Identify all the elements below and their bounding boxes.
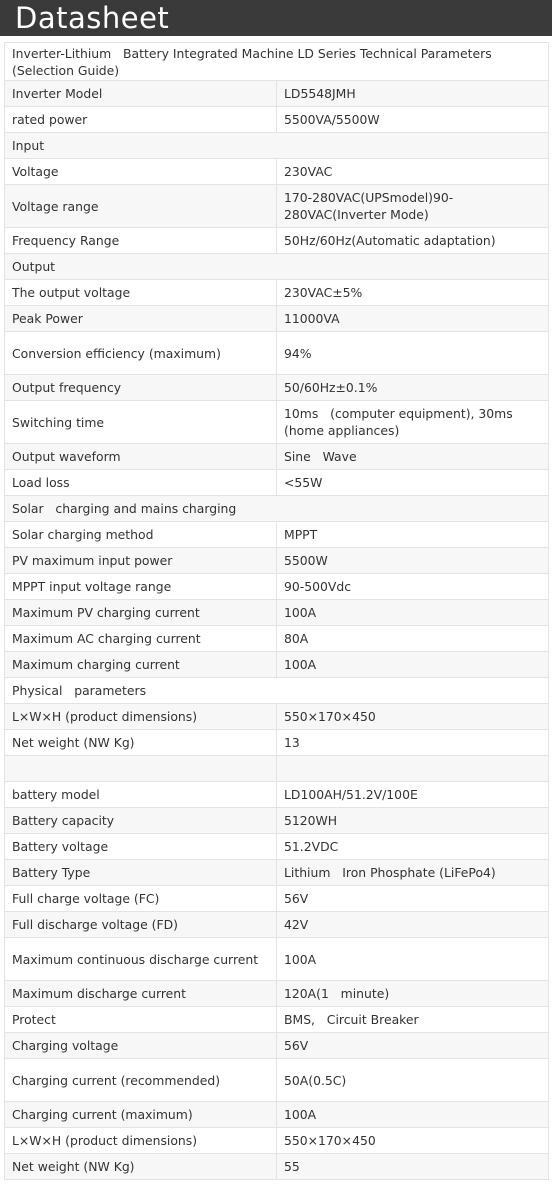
spec-value: 100A	[277, 600, 549, 626]
table-row	[5, 548, 549, 574]
spec-label: Net weight (NW Kg)	[5, 730, 277, 756]
table-row	[5, 1128, 549, 1154]
page-title: Datasheet	[0, 0, 552, 36]
spec-label: Charging current (maximum)	[5, 1102, 277, 1128]
table-row	[5, 332, 549, 375]
spec-value: 100A	[277, 938, 549, 981]
table-row	[5, 470, 549, 496]
spec-value: 11000VA	[277, 306, 549, 332]
table-row	[5, 159, 549, 185]
spec-value: 100A	[277, 1102, 549, 1128]
specs-table-body	[5, 43, 549, 1180]
table-row	[5, 730, 549, 756]
datasheet-container	[0, 36, 552, 1180]
table-row	[5, 375, 549, 401]
spec-value: 120A(1 minute)	[277, 981, 549, 1007]
table-row	[5, 185, 549, 228]
section-row	[5, 496, 549, 522]
table-row	[5, 1102, 549, 1128]
table-row	[5, 782, 549, 808]
table-row	[5, 43, 549, 81]
spec-value: 5500VA/5500W	[277, 107, 549, 133]
spec-label: battery model	[5, 782, 277, 808]
spec-value: LD100AH/51.2V/100E	[277, 782, 549, 808]
table-row	[5, 228, 549, 254]
spec-label: Output frequency	[5, 375, 277, 401]
table-row	[5, 912, 549, 938]
spec-label: L×W×H (product dimensions)	[5, 1128, 277, 1154]
spec-label: The output voltage	[5, 280, 277, 306]
table-row	[5, 574, 549, 600]
table-row	[5, 834, 549, 860]
spec-label: Maximum AC charging current	[5, 626, 277, 652]
table-row	[5, 444, 549, 470]
spec-value: 100A	[277, 652, 549, 678]
section-row	[5, 254, 549, 280]
spec-value: 230VAC	[277, 159, 549, 185]
section-heading: Physical parameters	[5, 678, 549, 704]
spec-label: Load loss	[5, 470, 277, 496]
spec-value: 10ms (computer equipment), 30ms (home appliances)	[277, 401, 549, 444]
spec-label: Charging voltage	[5, 1033, 277, 1059]
spec-label: L×W×H (product dimensions)	[5, 704, 277, 730]
section-heading: Solar charging and mains charging	[5, 496, 549, 522]
table-row	[5, 1059, 549, 1102]
table-row	[5, 981, 549, 1007]
spec-value: MPPT	[277, 522, 549, 548]
spec-value: 50/60Hz±0.1%	[277, 375, 549, 401]
table-row	[5, 401, 549, 444]
spec-value: 55	[277, 1154, 549, 1180]
spec-label: Maximum PV charging current	[5, 600, 277, 626]
spec-value: 5120WH	[277, 808, 549, 834]
table-row	[5, 704, 549, 730]
spec-label	[5, 756, 277, 782]
spec-value: 550×170×450	[277, 1128, 549, 1154]
section-heading: Input	[5, 133, 549, 159]
table-row	[5, 652, 549, 678]
spec-value: 230VAC±5%	[277, 280, 549, 306]
spec-value: BMS, Circuit Breaker	[277, 1007, 549, 1033]
table-row	[5, 860, 549, 886]
table-row	[5, 1154, 549, 1180]
table-row	[5, 886, 549, 912]
table-row	[5, 81, 549, 107]
spec-label: Voltage	[5, 159, 277, 185]
spec-value: Lithium Iron Phosphate (LiFePo4)	[277, 860, 549, 886]
spec-value: 51.2VDC	[277, 834, 549, 860]
table-row	[5, 808, 549, 834]
spec-label: Peak Power	[5, 306, 277, 332]
spec-label: Voltage range	[5, 185, 277, 228]
spec-label: Solar charging method	[5, 522, 277, 548]
spec-label: Conversion efficiency (maximum)	[5, 332, 277, 375]
section-row	[5, 678, 549, 704]
section-row	[5, 133, 549, 159]
spec-value: Sine Wave	[277, 444, 549, 470]
spec-label: Switching time	[5, 401, 277, 444]
spec-label: Output waveform	[5, 444, 277, 470]
spec-value: <55W	[277, 470, 549, 496]
spec-label: Full charge voltage (FC)	[5, 886, 277, 912]
spec-label: Maximum discharge current	[5, 981, 277, 1007]
spec-value: 550×170×450	[277, 704, 549, 730]
spec-value: 56V	[277, 1033, 549, 1059]
spec-value: 50A(0.5C)	[277, 1059, 549, 1102]
spec-label: Full discharge voltage (FD)	[5, 912, 277, 938]
spec-label: Battery voltage	[5, 834, 277, 860]
spec-label: Battery Type	[5, 860, 277, 886]
spec-label: Charging current (recommended)	[5, 1059, 277, 1102]
spec-label: Inverter Model	[5, 81, 277, 107]
spec-label: Protect	[5, 1007, 277, 1033]
spec-value: 170-280VAC(UPSmodel)90-280VAC(Inverter Mode)	[277, 185, 549, 228]
spec-value: 5500W	[277, 548, 549, 574]
spec-value: 50Hz/60Hz(Automatic adaptation)	[277, 228, 549, 254]
spec-value	[277, 756, 549, 782]
spec-label: Maximum charging current	[5, 652, 277, 678]
spec-value: 56V	[277, 886, 549, 912]
spec-label: PV maximum input power	[5, 548, 277, 574]
table-row	[5, 626, 549, 652]
table-row	[5, 306, 549, 332]
spec-value: 80A	[277, 626, 549, 652]
spec-value: 90-500Vdc	[277, 574, 549, 600]
spec-label: Battery capacity	[5, 808, 277, 834]
table-intro: Inverter-Lithium Battery Integrated Machine LD Series Technical Parameters (Selection Guide)	[5, 43, 549, 81]
specs-table	[4, 42, 549, 1180]
table-row	[5, 1007, 549, 1033]
spec-label: Frequency Range	[5, 228, 277, 254]
spec-label: Maximum continuous discharge current	[5, 938, 277, 981]
table-row	[5, 280, 549, 306]
spec-value: 94%	[277, 332, 549, 375]
table-row	[5, 600, 549, 626]
table-row	[5, 938, 549, 981]
table-row	[5, 1033, 549, 1059]
table-row	[5, 522, 549, 548]
spec-value: 13	[277, 730, 549, 756]
spec-label: MPPT input voltage range	[5, 574, 277, 600]
spec-label: Net weight (NW Kg)	[5, 1154, 277, 1180]
section-heading: Output	[5, 254, 549, 280]
spec-label: rated power	[5, 107, 277, 133]
table-row	[5, 756, 549, 782]
table-row	[5, 107, 549, 133]
spec-value: 42V	[277, 912, 549, 938]
spec-value: LD5548JMH	[277, 81, 549, 107]
